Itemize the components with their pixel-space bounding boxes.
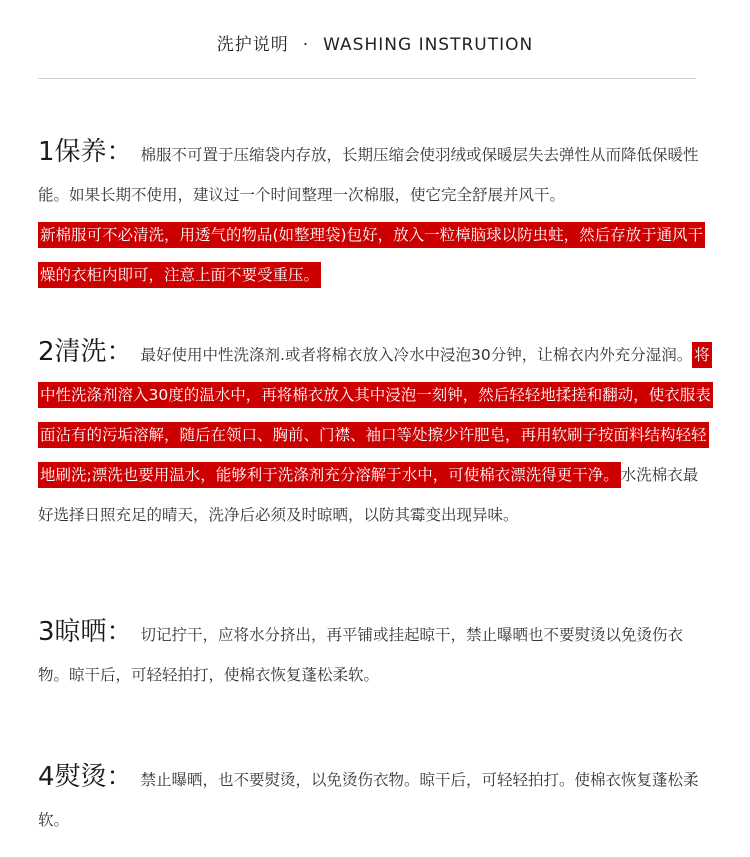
section-text: 切记拧干，应将水分挤出，再平铺或挂起晾干，禁止曝晒也不要熨烫以免烫伤衣物。晾干后，可轻轻拍打，使棉衣恢复蓬松柔软。: [38, 626, 684, 684]
header-title-en: WASHING INSTRUTION: [323, 35, 534, 55]
section-heading: 2清洗：: [38, 337, 133, 367]
section-text-after: 水洗棉衣最好选择日照充足的晴天，洗净后必须及时晾晒，以防其霉变出现异味。: [38, 466, 699, 524]
header-separator: ·: [302, 35, 310, 55]
header-divider: [38, 78, 696, 79]
section-text: 棉服不可置于压缩袋内存放，长期压缩会使羽绒或保暖层失去弹性从而降低保暖性能。如果长期不使用，建议过一个时间整理一次棉服，使它完全舒展并风干。: [38, 146, 699, 204]
section-text: 禁止曝晒，也不要熨烫，以免烫伤衣物。晾干后，可轻轻拍打。使棉衣恢复蓬松柔软。: [38, 771, 699, 829]
section-heading: 3晾晒：: [38, 617, 133, 647]
section-highlight: 将中性洗涤剂溶入30度的温水中，再将棉衣放入其中浸泡一刻钟，然后轻轻地揉搓和翻动，使衣服表面沾有的污垢溶解，随后在领口、胸前、门襟、袖口等处擦少许肥皂，再用软刷子按面料结构轻轻地刷洗;漂洗也要用温水，能够利于洗涤剂充分溶解于水中，可使棉衣漂洗得更干净。: [38, 342, 713, 488]
section-heading: 1保养：: [38, 137, 133, 167]
page-header: [0, 30, 750, 55]
section-drying: [38, 612, 712, 695]
section-ironing: [38, 757, 712, 840]
section-care: [38, 132, 712, 295]
header-title-cn: 洗护说明: [216, 35, 289, 55]
section-washing: [38, 332, 712, 535]
section-highlight: 新棉服可不必清洗，用透气的物品(如整理袋)包好，放入一粒樟脑球以防虫蛀，然后存放于通风干燥的衣柜内即可，注意上面不要受重压。: [38, 222, 705, 288]
section-text: 最好使用中性洗涤剂.或者将棉衣放入冷水中浸泡30分钟，让棉衣内外充分湿润。: [140, 346, 693, 364]
section-heading: 4熨烫：: [38, 762, 133, 792]
